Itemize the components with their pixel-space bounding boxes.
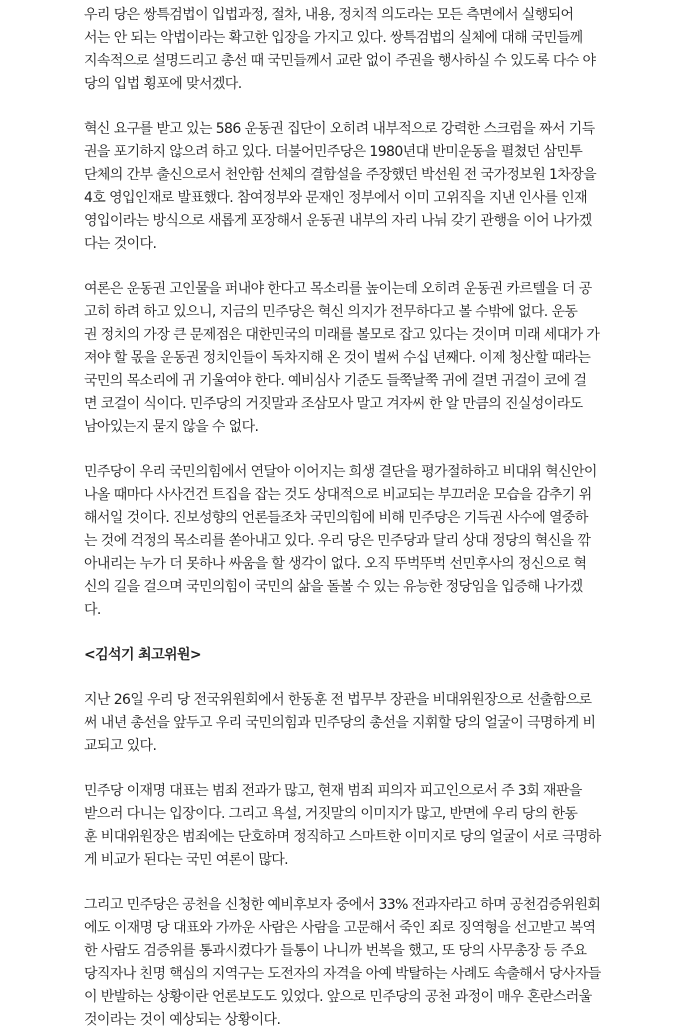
text-line: 는 것에 걱정의 목소리를 쏟아내고 있다. 우리 당은 민주당과 달리 상대 정당의 혁신을 깎 (84, 533, 591, 549)
text-line: 권 정치의 가장 큰 문제점은 대한민국의 미래를 볼모로 잡고 있다는 것이며 미래 세대가 가 (84, 327, 600, 343)
text-line: 신의 길을 걸으며 국민의힘이 국민의 삶을 돌볼 수 있는 유능한 정당임을 입증해 나가겠 (84, 579, 583, 595)
text-line: 지난 26일 우리 당 전국위원회에서 한동훈 전 법무부 장관을 비대위원장으로 선출함으로 (84, 692, 592, 708)
text-line: 서는 안 되는 악법이라는 확고한 입장을 가지고 있다. 쌍특검법의 실체에 대해 국민들께 (84, 30, 583, 46)
text-line: 나올 때마다 사사건건 트집을 잡는 것도 상대적으로 비교되는 부끄러운 모습을 감추기 위 (84, 487, 592, 503)
paragraph-gap (84, 758, 624, 780)
text-line: 권을 포기하지 않으려 하고 있다. 더불어민주당은 1980년대 반미운동을 펼쳤던 삼민투 (84, 144, 583, 160)
text-line: 여론은 운동권 고인물을 퍼내야 한다고 목소리를 높이는데 오히려 운동권 카르텔을 더 공 (84, 281, 592, 297)
text-line: 고히 하려 하고 있으니, 지금의 민주당은 혁신 의지가 전무하다고 볼 수밖에 없다. 운동 (84, 304, 578, 320)
text-line: 이 반발하는 상황이란 언론보도도 있었다. 앞으로 민주당의 공천 과정이 매우 혼란스러울 (84, 989, 592, 1005)
paragraph (84, 278, 624, 439)
text-line: 한 사람도 검증위를 통과시켰다가 들통이 나니까 번복을 했고, 또 당의 사무총장 등 주요 (84, 943, 587, 959)
text-line: 당직자나 친명 핵심의 지역구는 도전자의 자격을 아예 박탈하는 사례도 속출해서 당사자들 (84, 966, 601, 982)
text-line: 남아있는지 묻지 않을 수 없다. (84, 419, 259, 435)
section-heading: <김석기 최고위원> (84, 647, 202, 663)
text-line: 것이라는 것이 예상되는 상황이다. (84, 1012, 281, 1028)
text-line: 다. (84, 602, 101, 618)
text-line: 4호 영입인재로 발표했다. 참여정부와 문재인 정부에서 이미 고위직을 지낸 인사를 인재 (84, 190, 587, 206)
text-line: 민주당 이재명 대표는 범죄 전과가 많고, 현재 범죄 피의자 피고인으로서 주 3회 재판을 (84, 783, 582, 799)
paragraph-gap (84, 96, 624, 118)
text-line: 받으러 다니는 입장이다. 그리고 욕설, 거짓말의 이미지가 많고, 반면에 우리 당의 한동 (84, 806, 578, 822)
text-line: 영입이라는 방식으로 새롭게 포장해서 운동권 내부의 자리 나눠 갖기 관행을 이어 나가겠 (84, 213, 592, 229)
text-line: 게 비교가 된다는 국민 여론이 많다. (84, 852, 289, 868)
paragraph (84, 780, 624, 872)
paragraph-gap (84, 872, 624, 894)
text-line: 민주당이 우리 국민의힘에서 연달아 이어지는 희생 결단을 평가절하하고 비대위 혁신안이 (84, 464, 597, 480)
paragraph-gap (84, 439, 624, 461)
text-line: 혁신 요구를 받고 있는 586 운동권 집단이 오히려 내부적으로 강력한 스크럼을 짜서 기득 (84, 121, 595, 137)
text-line: 국민의 목소리에 귀 기울여야 한다. 예비심사 기준도 들쭉날쭉 귀에 걸면 귀걸이 코에 걸 (84, 373, 587, 389)
paragraph (84, 689, 624, 758)
text-line: 우리 당은 쌍특검법이 입법과정, 절차, 내용, 정치적 의도라는 모든 측면에서 실행되어 (84, 7, 574, 23)
text-line: 훈 비대위원장은 범죄에는 단호하며 정직하고 스마트한 이미지로 당의 얼굴이 서로 극명하 (84, 829, 601, 845)
text-line: 당의 입법 횡포에 맞서겠다. (84, 76, 242, 92)
document-body (84, 0, 624, 1032)
text-line: 써 내년 총선을 앞두고 우리 국민의힘과 민주당의 총선을 지휘할 당의 얼굴이 극명하게 비 (84, 715, 596, 731)
text-line: 아내리는 누가 더 못하나 싸움을 할 생각이 없다. 오직 뚜벅뚜벅 선민후사의 정신으로 혁 (84, 556, 587, 572)
text-line: 교되고 있다. (84, 738, 157, 754)
paragraph (84, 4, 624, 96)
text-line: 단체의 간부 출신으로서 천안함 선체의 결함설을 주장했던 박선원 전 국가정보원 1차장을 (84, 167, 597, 183)
paragraph (84, 894, 624, 1032)
text-line: 지속적으로 설명드리고 총선 때 국민들께서 교란 없이 주권을 행사하실 수 있도록 다수 야 (84, 53, 596, 69)
paragraph-gap (84, 667, 624, 689)
text-line: 다는 것이다. (84, 236, 157, 252)
paragraph (84, 118, 624, 256)
text-line: 져야 할 몫을 운동권 정치인들이 독차지해 온 것이 벌써 수십 년째다. 이제 청산할 때라는 (84, 350, 591, 366)
paragraph (84, 461, 624, 622)
text-line: 에도 이재명 당 대표와 가까운 사람은 사람을 고문해서 죽인 죄로 징역형을 선고받고 복역 (84, 920, 596, 936)
text-line: 면 코걸이 식이다. 민주당의 거짓말과 조삼모사 말고 겨자씨 한 알 만큼의 진실성이라도 (84, 396, 583, 412)
text-line: 해서일 것이다. 진보성향의 언론들조차 국민의힘에 비해 민주당은 기득권 사수에 열중하 (84, 510, 588, 526)
text-line: 그리고 민주당은 공천을 신청한 예비후보자 중에서 33% 전과자라고 하며 공천검증위원회 (84, 897, 601, 913)
paragraph-gap (84, 256, 624, 278)
